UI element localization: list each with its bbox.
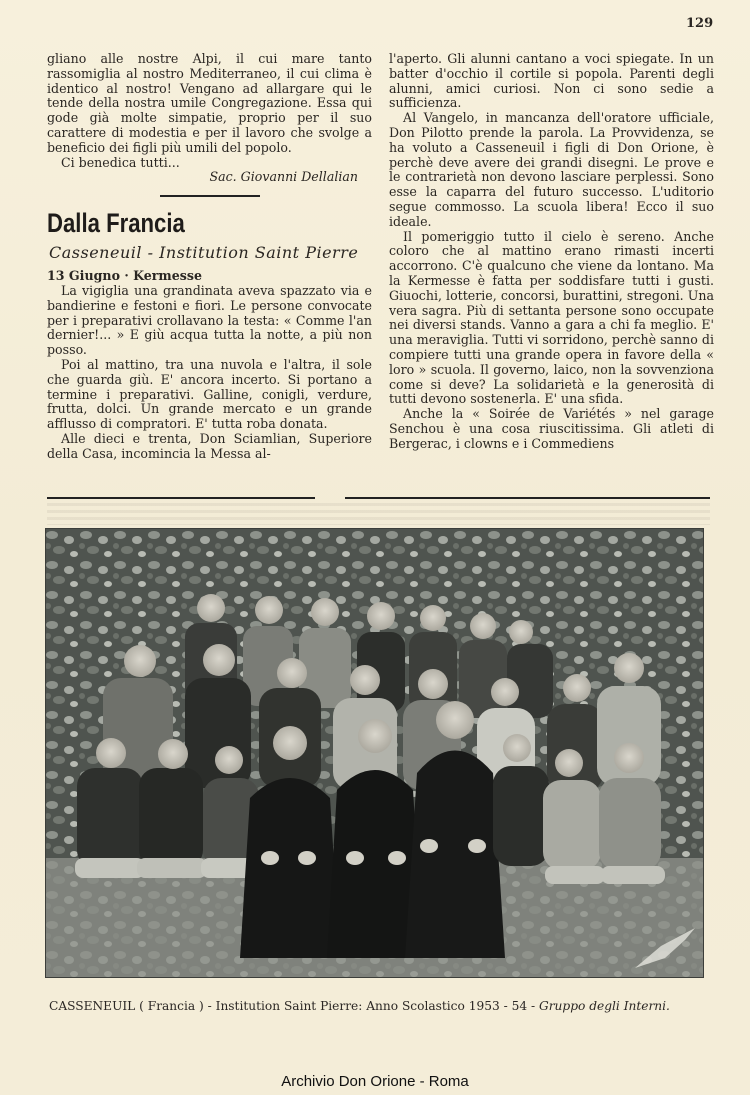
paragraph: Alle dieci e trenta, Don Sciamlian, Superiore della Casa, incomincia la Messa al-	[47, 430, 372, 461]
paragraph: Al Vangelo, in mancanza dell'oratore ufficiale, Don Pilotto prende la parola. La Provvidenza, se ha voluto a Casseneuil i figli di Don Orione, è perchè deve avere dei grandi disegni. Le prove e le contrarietà non devono lasciare perplessi. Sono esse la caparra del futuro successo. L'uditorio segue commosso. La scuola libera! Ecco il suo ideale.	[389, 110, 714, 229]
paragraph: l'aperto. Gli alunni cantano a voci spiegate. In un batter d'occhio il cortile si popola. Parenti degli alunni, amici curiosi. Non ci sono sedie a sufficienza.	[389, 51, 714, 111]
column-rule-right	[345, 497, 710, 499]
left-column	[47, 52, 372, 462]
date-heading: 13 Giugno · Kermesse	[47, 268, 202, 284]
priest-cassock	[405, 751, 505, 959]
caption-italic: Gruppo degli Interni.	[538, 999, 670, 1013]
caption-text: CASSENEUIL ( Francia ) - Institution Saint Pierre: Anno Scolastico 1953 - 54 -	[49, 999, 539, 1013]
paragraph: Poi al mattino, tra una nuvola e l'altra, il sole che guarda giù. E' ancora incerto. Si portano a termine i preparativi. Galline, conigli, verdure, frutta, dolci. Un grande mercato e un grande afflusso di compratori. E' tutta roba donata.	[47, 356, 372, 432]
paragraph: La vigiglia una grandinata aveva spazzato via e bandierine e festoni e fiori. Le persone convocate per i preparativi crollavano la testa: « Comme l'an dernier!... » E giù acqua tutta la notte, a più non posso.	[47, 282, 372, 358]
paragraph: Anche la « Soirée de Variétés » nel garage Senchou è una cosa riuscitissima. Gli atleti di Bergerac, i clowns e i Commediens	[389, 406, 714, 451]
page-number: 129	[686, 16, 714, 31]
right-column	[389, 52, 714, 452]
section-title: Dalla Francia	[47, 208, 185, 239]
intro-paragraph: gliano alle nostre Alpi, il cui mare tanto rassomiglia al nostro Mediterraneo, il cui clima è identico al nostro! Vengano ad allargare qui le tende della nostra umile Congregazione. Essa qui gode già molte simpatie, proprio per il suo carattere di modestia e per il lavoro che svolge a beneficio dei figli più umili del popolo.	[47, 51, 372, 155]
blessing-line: Ci benedica tutti...	[61, 154, 180, 170]
column-rule-left	[47, 497, 315, 499]
priest-cassock	[240, 778, 340, 958]
signature: Sac. Giovanni Dellalian	[209, 169, 358, 185]
show-through-text	[47, 503, 710, 525]
group-photo-drawing	[45, 528, 704, 978]
photo-caption	[49, 999, 704, 1014]
group-photo	[45, 528, 704, 978]
section-subtitle: Casseneuil - Institution Saint Pierre	[49, 243, 359, 263]
paragraph: Il pomeriggio tutto il cielo è sereno. Anche coloro che al mattino erano rimasti incerti accorrono. C'è qualcuno che viene da lontano. Ma la Kermesse è fatta per soddisfare tutti i gusti. Giuochi, lotterie, concorsi, burattini, stregoni. Una vera sagra. Più di settanta persone sono occupate nei diversi stands. Vanno a gara a chi fa meglio. E' una meraviglia. Tutti vi sorridono, perchè sanno di compiere tutti una grande opera in favore della « loro » scuola. Il governo, laico, non la sovvenziona come si deve? La solidarietà e la generosità di tutti devono sostenerla. E' una sfida.	[389, 228, 714, 407]
archive-footer: Archivio Don Orione - Roma	[281, 1073, 469, 1090]
section-divider	[160, 195, 260, 197]
